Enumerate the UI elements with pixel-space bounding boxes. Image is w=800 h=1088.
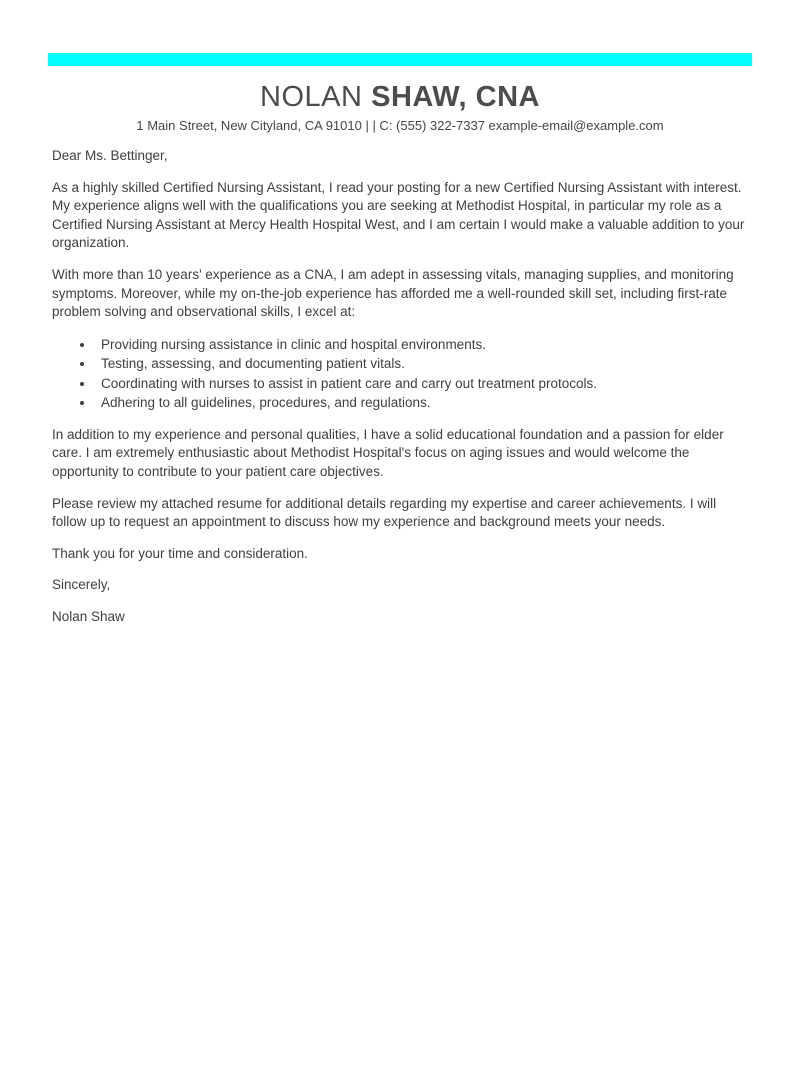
salutation: Dear Ms. Bettinger,: [52, 148, 168, 163]
thanks-line: Thank you for your time and consideration.: [52, 545, 308, 561]
signature: Nolan Shaw: [52, 608, 125, 624]
paragraph-intro: As a highly skilled Certified Nursing Assistant, I read your posting for a new Certified Nursing Assistant with interest. My experience aligns well with the qualifications you are seeking at Methodist Hospital, in particular my role as a Certified Nursing Assistant at Mercy Health Hospital West, and I am certain I would make a valuable addition to your organization.: [52, 179, 745, 251]
list-item: • Adhering to all guidelines, procedures, and regulations.: [95, 393, 748, 413]
contact-line: 1 Main Street, New Cityland, CA 91010 | | C: (555) 322-7337 example-email@example.com: [136, 118, 664, 133]
list-item: • Coordinating with nurses to assist in patient care and carry out treatment protocols.: [95, 374, 748, 394]
skills-list: [52, 335, 748, 413]
paragraph-experience: With more than 10 years' experience as a CNA, I am adept in assessing vitals, managing supplies, and monitoring symptoms. Moreover, while my on-the-job experience has afforded me a well-rounded skill set, including first-rate problem solving and observational skills, I excel at:: [52, 266, 734, 320]
list-item: • Providing nursing assistance in clinic and hospital environments.: [95, 335, 748, 355]
accent-bar: [48, 53, 752, 66]
closing-line: Sincerely,: [52, 577, 111, 593]
name-last-credential: SHAW, CNA: [371, 81, 540, 113]
page-title: [0, 81, 800, 113]
paragraph-education: In addition to my experience and personal qualities, I have a solid educational foundation and a passion for elder care. I am extremely enthusiastic about Methodist Hospital's focus on aging issues and would welcome the opportunity to contribute to your patient care objectives.: [52, 426, 724, 479]
paragraph-resume: Please review my attached resume for additional details regarding my expertise and career achievements. I will follow up to request an appointment to discuss how my experience and background meets your needs.: [52, 495, 717, 530]
list-item: • Testing, assessing, and documenting patient vitals.: [95, 354, 748, 374]
letter-header: [0, 81, 800, 134]
name-first: NOLAN: [260, 81, 363, 113]
cover-letter-page: [0, 53, 800, 1088]
letter-body: [0, 147, 800, 627]
